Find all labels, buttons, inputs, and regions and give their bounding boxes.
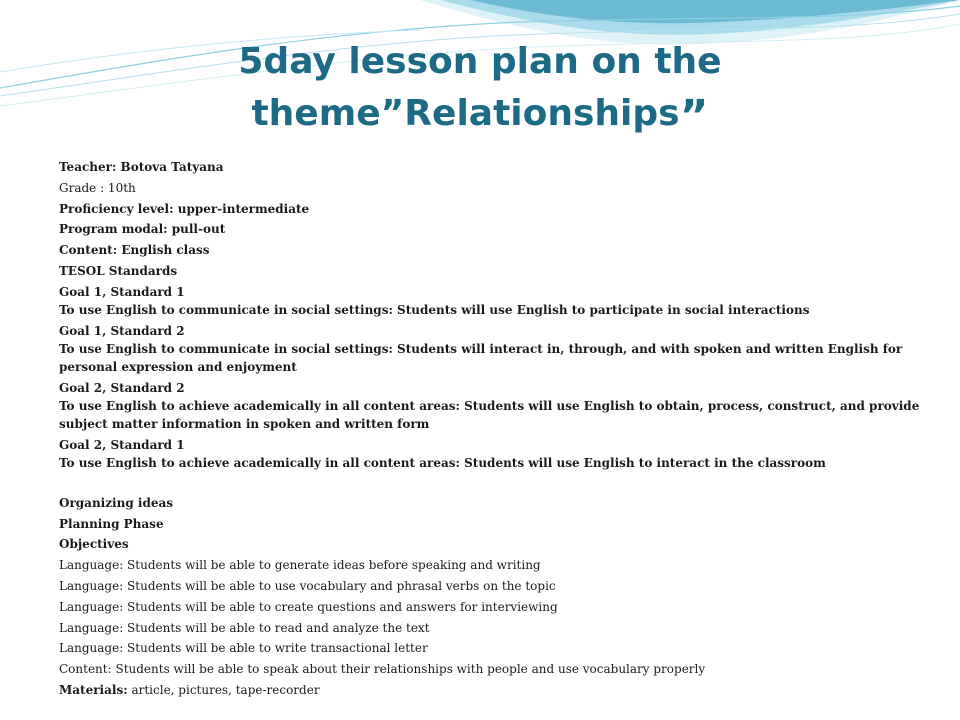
slide-title [0, 36, 960, 143]
content-line: Content: English class [59, 243, 210, 258]
objective-item: Language: Students will be able to read and analyze the text [59, 620, 430, 635]
standards-heading: TESOL Standards [59, 263, 178, 278]
title-line-1: 5day lesson plan on the [238, 41, 722, 82]
program-line: Program modal: pull-out [59, 222, 226, 237]
teacher-line: Teacher: Botova Tatyana [59, 160, 224, 174]
planning-heading: Planning Phase [59, 516, 164, 531]
goal-heading: Goal 1, Standard 1 [59, 284, 185, 299]
title-line-2-text: theme”Relationships [251, 93, 680, 134]
goal-block [59, 321, 939, 378]
title-line-2 [0, 88, 960, 143]
objectives-heading: Objectives [59, 537, 129, 552]
goal-text: To use English to achieve academically in all content areas: Students will use English to interact in the classroom [59, 455, 826, 470]
objective-item: Language: Students will be able to generate ideas before speaking and writing [59, 558, 541, 573]
objective-item: Language: Students will be able to create questions and answers for interviewing [59, 599, 558, 614]
objective-item: Language: Students will be able to write transactional letter [59, 641, 428, 656]
goal-text: To use English to communicate in social settings: Students will use English to participate in social interactions [59, 302, 810, 317]
goal-heading: Goal 1, Standard 2 [59, 323, 185, 338]
title-closing-quote: ” [679, 91, 709, 142]
proficiency-line: Proficiency level: upper-intermediate [59, 201, 310, 216]
materials-line [59, 680, 939, 701]
goal-text: To use English to achieve academically in all content areas: Students will use English to obtain, process, construct, and provide subject matter information in spoken and written form [59, 398, 920, 431]
objective-item: Content: Students will be able to speak about their relationships with people and use vocabulary properly [59, 662, 706, 677]
goal-heading: Goal 2, Standard 2 [59, 380, 185, 395]
spacer [59, 474, 939, 493]
goal-block [59, 435, 939, 474]
goal-block [59, 378, 939, 435]
organizing-heading: Organizing ideas [59, 495, 174, 510]
slide-body [59, 157, 939, 701]
materials-text: article, pictures, tape-recorder [127, 682, 320, 697]
goal-heading: Goal 2, Standard 1 [59, 437, 185, 452]
goal-block [59, 282, 939, 321]
goal-text: To use English to communicate in social settings: Students will interact in, through, and with spoken and written English for personal expression and enjoyment [59, 341, 903, 374]
materials-label: Materials: [59, 682, 128, 697]
objective-item: Language: Students will be able to use vocabulary and phrasal verbs on the topic [59, 578, 556, 593]
grade-line: Grade : 10th [59, 180, 136, 195]
